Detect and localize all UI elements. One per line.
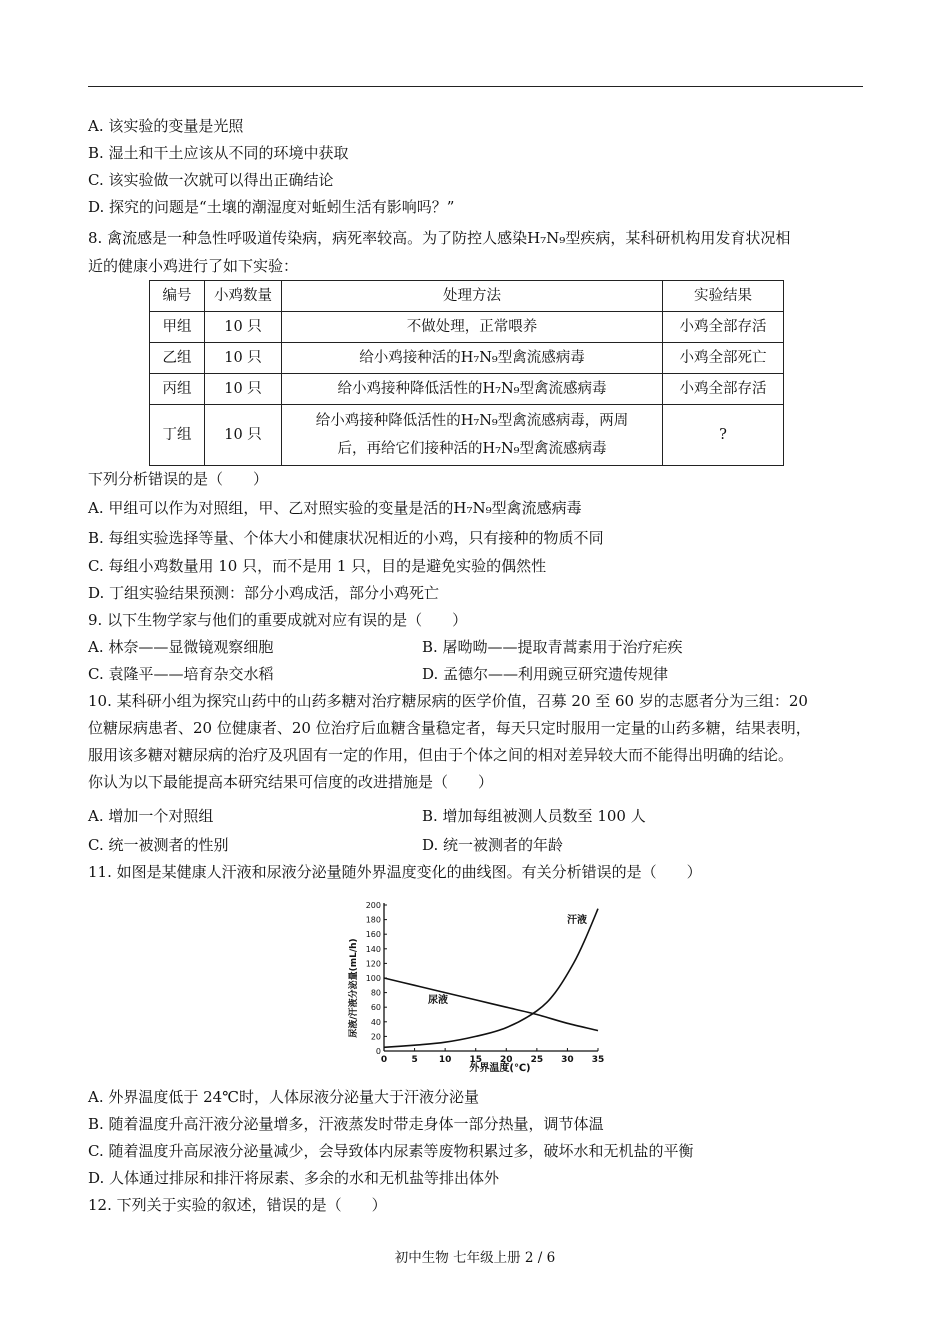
q8-question: 下列分析错误的是（ ） — [88, 470, 269, 488]
q7-option-c: C. 该实验做一次就可以得出正确结论 — [88, 171, 334, 189]
cell-count: 10 只 — [205, 374, 282, 405]
y-tick-label: 200 — [365, 901, 381, 910]
y-tick-label: 120 — [365, 959, 381, 969]
q8-option-c: C. 每组小鸡数量用 10 只，而不是用 1 只，目的是避免实验的偶然性 — [88, 557, 547, 575]
cell-id: 丙组 — [150, 374, 205, 405]
q10-stem-line-4: 你认为以下最能提高本研究结果可信度的改进措施是（ ） — [88, 773, 494, 791]
q8-option-a: A. 甲组可以作为对照组，甲、乙对照实验的变量是活的H₇N₉型禽流感病毒 — [88, 499, 582, 517]
q11-stem: 11. 如图是某健康人汗液和尿液分泌量随外界温度变化的曲线图。有关分析错误的是（ ） — [88, 863, 702, 881]
cell-method: 给小鸡接种活的H₇N₉型禽流感病毒 — [282, 343, 663, 374]
y-tick-label: 0 — [375, 1047, 381, 1056]
q7-option-b: B. 湿土和干土应该从不同的环境中获取 — [88, 144, 349, 162]
q8-option-b: B. 每组实验选择等量、个体大小和健康状况相近的小鸡，只有接种的物质不同 — [88, 529, 604, 547]
y-tick-label: 100 — [365, 974, 381, 983]
page-footer: 初中生物 七年级上册 2 / 6 — [394, 1250, 556, 1266]
q9-option-d: D. 孟德尔——利用豌豆研究遗传规律 — [422, 665, 669, 683]
y-tick-label: 20 — [370, 1032, 381, 1042]
cell-count: 10 只 — [205, 312, 282, 343]
q7-option-d: D. 探究的问题是“土壤的潮湿度对蚯蚓生活有影响吗？” — [88, 198, 455, 216]
cell-method-line-1: 给小鸡接种降低活性的H₇N₉型禽流感病毒，两周 — [315, 413, 629, 429]
table-header-row — [150, 281, 784, 312]
header-rule — [88, 86, 863, 87]
q11-option-a: A. 外界温度低于 24℃时，人体尿液分泌量大于汗液分泌量 — [88, 1088, 480, 1106]
x-tick-label: 20 — [500, 1055, 513, 1065]
cell-id: 丁组 — [150, 405, 205, 466]
secretion-chart — [340, 893, 615, 1073]
header-cell-count: 小鸡数量 — [205, 281, 282, 312]
y-tick-label: 60 — [370, 1003, 381, 1013]
q10-stem-line-1: 10. 某科研小组为探究山药中的山药多糖对治疗糖尿病的医学价值，召募 20 至 60 岁的志愿者分为三组：20 — [88, 692, 808, 710]
cell-result: ? — [663, 405, 784, 466]
table-row — [150, 374, 784, 405]
y-tick-label: 40 — [370, 1017, 381, 1027]
q11-option-d: D. 人体通过排尿和排汗将尿素、多余的水和无机盐等排出体外 — [88, 1169, 500, 1187]
q9-stem: 9. 以下生物学家与他们的重要成就对应有误的是（ ） — [88, 611, 468, 629]
q8-stem-line-1: 8. 禽流感是一种急性呼吸道传染病，病死率较高。为了防控人感染H₇N₉型疾病，某科研机构用发育状况相 — [88, 229, 791, 247]
cell-result: 小鸡全部存活 — [663, 312, 784, 343]
experiment-table — [149, 280, 784, 466]
q10-stem-line-2: 位糖尿病患者、20 位健康者、20 位治疗后血糖含量稳定者，每天只定时服用一定量的山药多糖，结果表明， — [88, 719, 811, 737]
sweat-curve — [384, 909, 598, 1048]
cell-method: 不做处理，正常喂养 — [282, 312, 663, 343]
x-tick-label: 0 — [380, 1055, 388, 1065]
x-tick-label: 15 — [469, 1055, 482, 1065]
q11-option-b: B. 随着温度升高汗液分泌量增多，汗液蒸发时带走身体一部分热量，调节体温 — [88, 1115, 604, 1133]
chart-lines — [384, 909, 598, 1048]
q9-option-a: A. 林奈——显微镜观察细胞 — [88, 638, 274, 656]
y-tick-label: 140 — [365, 944, 381, 954]
q8-option-d: D. 丁组实验结果预测：部分小鸡成活，部分小鸡死亡 — [88, 584, 440, 602]
x-tick-label: 25 — [530, 1055, 544, 1065]
q10-option-b: B. 增加每组被测人员数至 100 人 — [422, 807, 646, 825]
q10-option-c: C. 统一被测者的性别 — [88, 836, 229, 854]
cell-method-line-2: 后，再给它们接种活的H₇N₉型禽流感病毒 — [337, 441, 607, 457]
q7-option-a: A. 该实验的变量是光照 — [88, 117, 244, 135]
q9-option-c: C. 袁隆平——培育杂交水稻 — [88, 665, 274, 683]
cell-result: 小鸡全部存活 — [663, 374, 784, 405]
x-tick-label: 10 — [438, 1055, 452, 1065]
y-axis-label: 尿液/汗液分泌量(mL/h) — [349, 938, 359, 1038]
q10-option-d: D. 统一被测者的年龄 — [422, 836, 564, 854]
y-tick-label: 180 — [365, 915, 381, 925]
urine-curve — [384, 978, 598, 1031]
header-cell-id: 编号 — [150, 281, 205, 312]
q9-option-b: B. 屠呦呦——提取青蒿素用于治疗疟疾 — [422, 638, 683, 656]
q12-stem: 12. 下列关于实验的叙述，错误的是（ ） — [88, 1196, 387, 1214]
cell-method: 给小鸡接种降低活性的H₇N₉型禽流感病毒 — [282, 374, 663, 405]
y-tick-label: 160 — [365, 930, 381, 940]
q10-option-a: A. 增加一个对照组 — [88, 807, 214, 825]
table-row — [150, 312, 784, 343]
q8-stem-line-2: 近的健康小鸡进行了如下实验： — [88, 257, 299, 275]
cell-count: 10 只 — [205, 343, 282, 374]
table-row — [150, 405, 784, 466]
cell-count: 10 只 — [205, 405, 282, 466]
x-axis-label: 外界温度(℃) — [469, 1063, 531, 1073]
x-tick-label: 35 — [591, 1055, 605, 1065]
urine-series-label: 尿液 — [428, 995, 448, 1006]
cell-id: 乙组 — [150, 343, 205, 374]
sweat-series-label: 汗液 — [567, 915, 587, 926]
x-tick-label: 30 — [561, 1055, 574, 1065]
x-tick-label: 5 — [411, 1055, 418, 1065]
cell-method — [282, 405, 663, 466]
q11-option-c: C. 随着温度升高尿液分泌量减少，会导致体内尿素等废物积累过多，破坏水和无机盐的平衡 — [88, 1142, 694, 1160]
y-tick-label: 80 — [370, 988, 381, 998]
cell-result: 小鸡全部死亡 — [663, 343, 784, 374]
header-cell-method: 处理方法 — [282, 281, 663, 312]
table-row — [150, 343, 784, 374]
q10-stem-line-3: 服用该多糖对糖尿病的治疗及巩固有一定的作用，但由于个体之间的相对差异较大而不能得出明确的结论。 — [88, 746, 794, 764]
cell-id: 甲组 — [150, 312, 205, 343]
header-cell-result: 实验结果 — [663, 281, 784, 312]
